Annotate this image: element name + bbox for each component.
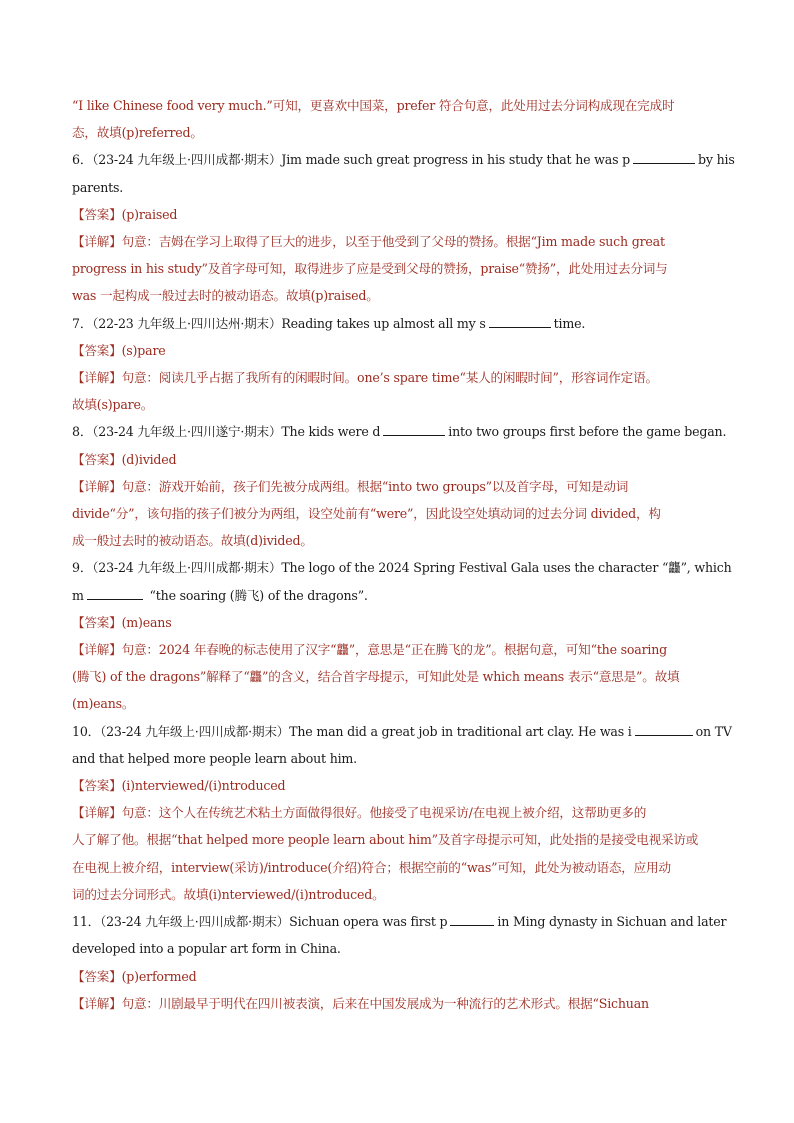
question-text: 8．（23-24 九年级上·四川遂宁·期末）The kids were d <box>72 424 381 440</box>
text-line <box>72 745 722 772</box>
answer-text: 句意：这个人在传统艺术粘土方面做得很好。他接受了电视采访/在电视上被介绍，这帮助更多的 <box>121 805 647 821</box>
answer-blank <box>489 315 551 328</box>
section-tag: 【详解】 <box>72 805 122 821</box>
text-line <box>72 718 732 745</box>
answer-text: (i)nterviewed/(i)ntroduced <box>121 778 286 794</box>
answer-text: (p)erformed <box>121 968 197 984</box>
question-text: and that helped more people learn about him. <box>72 750 357 766</box>
text-line <box>72 418 727 445</box>
question-text: 11．（23-24 九年级上·四川成都·期末）Sichuan opera was first p <box>72 914 448 930</box>
text-line <box>72 174 722 201</box>
text-line <box>72 663 722 690</box>
text-line <box>72 146 735 173</box>
section-tag: 【答案】 <box>72 342 122 358</box>
text-line <box>72 446 722 473</box>
answer-text: (s)pare <box>121 342 166 358</box>
answer-text: “I like Chinese food very much.”可知，更喜欢中国菜，prefer 符合句意，此处用过去分词构成现在完成时 <box>72 98 675 113</box>
section-tag: 【答案】 <box>72 778 122 794</box>
question-text: in Ming dynasty in Sichuan and later <box>497 914 727 930</box>
section-tag: 【答案】 <box>72 206 122 222</box>
answer-text: (p)raised <box>121 206 178 222</box>
answer-text: (m)eans。 <box>72 696 135 712</box>
question-text: on TV <box>695 723 732 739</box>
answer-text: (腾飞) of the dragons”解释了“龘”的含义，结合首字母提示，可知此处是 which means 表示“意思是”。故填 <box>72 669 680 685</box>
answer-text: 人了解了他。根据“that helped more people learn about him”及首字母提示可知，此处指的是接受电视采访或 <box>72 832 699 848</box>
text-line <box>72 364 722 391</box>
text-line <box>72 500 722 527</box>
answer-text: 词的过去分词形式。故填(i)nterviewed/(i)ntroduced。 <box>72 886 385 902</box>
section-tag: 【详解】 <box>72 642 122 658</box>
section-tag: 【详解】 <box>72 478 122 494</box>
answer-text: divide“分”，该句指的孩子们被分为两组，设空处前有“were”，因此设空处填动词的过去分词 divided，构 <box>72 506 661 522</box>
text-line <box>72 935 722 962</box>
answer-text: 故填(s)pare。 <box>72 397 154 413</box>
section-tag: 【答案】 <box>72 451 122 467</box>
question-text: developed into a popular art form in China. <box>72 941 341 957</box>
text-line <box>72 228 722 255</box>
document-body <box>72 92 735 1017</box>
section-tag: 【答案】 <box>72 968 122 984</box>
text-line <box>72 609 722 636</box>
question-text: 6．（23-24 九年级上·四川成都·期末）Jim made such great progress in his study that he was p <box>72 152 631 168</box>
answer-text: 态，故填(p)referred。 <box>72 125 203 141</box>
question-text: 9．（23-24 九年级上·四川成都·期末）The logo of the 2024 Spring Festival Gala uses the character “龘”, which <box>72 560 732 576</box>
question-text: “the soaring (腾飞) of the dragons”. <box>145 587 368 603</box>
text-line <box>72 690 722 717</box>
text-line <box>72 119 722 146</box>
answer-text: 在电视上被介绍，interview(采访)/introduce(介绍)符合；根据空前的“was”可知，此处为被动语态，应用动 <box>72 859 671 875</box>
answer-text: was 一起构成一般过去时的被动语态。故填(p)raised。 <box>72 288 379 304</box>
text-line <box>72 881 722 908</box>
answer-text: 句意：吉姆在学习上取得了巨大的进步，以至于他受到了父母的赞扬。根据“Jim made such great <box>121 234 665 250</box>
text-line <box>72 908 727 935</box>
text-line <box>72 772 722 799</box>
text-line <box>72 963 722 990</box>
text-line <box>72 554 732 581</box>
text-line <box>72 391 722 418</box>
answer-text: 句意：游戏开始前，孩子们先被分成两组。根据“into two groups”以及首字母，可知是动词 <box>121 478 629 494</box>
text-line <box>72 255 722 282</box>
answer-blank <box>450 913 494 926</box>
question-text: by his <box>698 152 735 168</box>
answer-text: (m)eans <box>121 614 172 630</box>
section-tag: 【详解】 <box>72 995 122 1011</box>
text-line <box>72 92 722 119</box>
section-tag: 【详解】 <box>72 234 122 250</box>
answer-text: 句意：川剧最早于明代在四川被表演，后来在中国发展成为一种流行的艺术形式。根据“Sichuan <box>121 995 649 1011</box>
question-text: m <box>72 587 84 603</box>
answer-blank <box>383 423 445 436</box>
answer-text: 句意：阅读几乎占据了我所有的闲暇时间。one’s spare time“某人的闲暇时间”，形容词作定语。 <box>121 370 658 386</box>
text-line <box>72 201 722 228</box>
section-tag: 【详解】 <box>72 370 122 386</box>
text-line <box>72 310 722 337</box>
text-line <box>72 854 722 881</box>
question-text: parents. <box>72 179 124 195</box>
answer-text: progress in his study”及首字母可知，取得进步了应是受到父母的赞扬，praise“赞扬”，此处用过去分词与 <box>72 261 668 277</box>
text-line <box>72 636 722 663</box>
answer-blank <box>635 723 693 736</box>
question-text: 7．（22-23 九年级上·四川达州·期末）Reading takes up almost all my s <box>72 315 486 331</box>
text-line <box>72 337 722 364</box>
answer-text: (d)ivided <box>121 451 177 467</box>
answer-text: 成一般过去时的被动语态。故填(d)ivided。 <box>72 533 313 549</box>
text-line <box>72 582 722 609</box>
text-line <box>72 282 722 309</box>
text-line <box>72 799 722 826</box>
answer-text: 句意：2024 年春晚的标志使用了汉字“龘”，意思是“正在腾飞的龙”。根据句意，可知“the soaring <box>121 642 668 658</box>
section-tag: 【答案】 <box>72 614 122 630</box>
text-line <box>72 990 722 1017</box>
text-line <box>72 826 722 853</box>
question-text: 10．（23-24 九年级上·四川成都·期末）The man did a great job in traditional art clay. He was i <box>72 723 632 739</box>
answer-blank <box>87 587 143 600</box>
text-line <box>72 473 722 500</box>
question-text: time. <box>553 315 586 331</box>
question-text: into two groups first before the game began. <box>448 424 727 440</box>
text-line <box>72 527 722 554</box>
answer-blank <box>633 151 695 164</box>
